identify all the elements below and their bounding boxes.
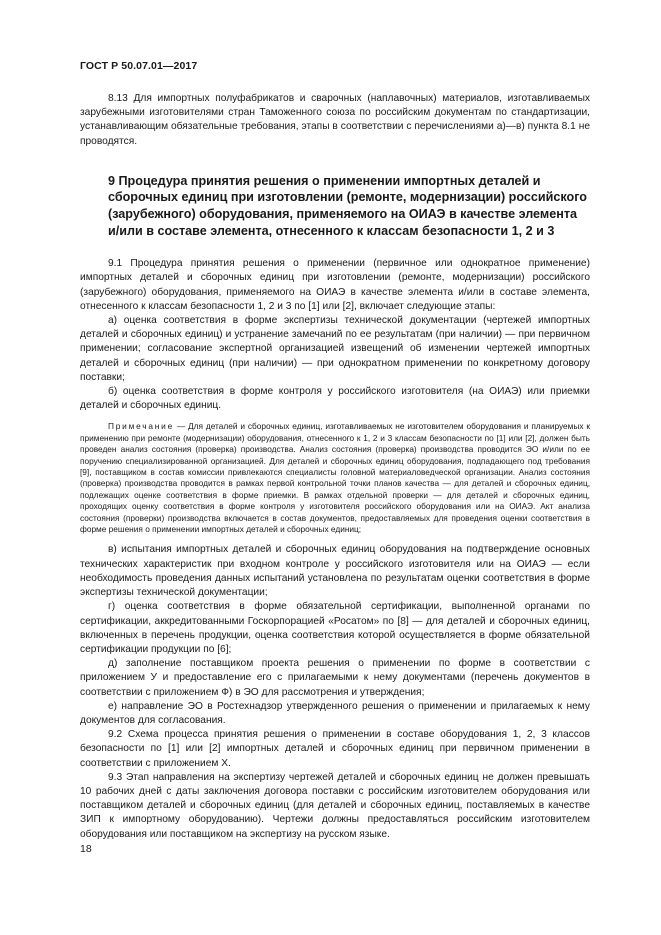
paragraph-8-13: 8.13 Для импортных полуфабрикатов и сварочных (наплавочных) материалов, изготавливаемых зарубежными изготовителями стран Таможенного союза по российским документам по стандартизации, устанавливающим обязательные требования, этапы в соответствии с перечислениями а)—в) пункта 8.1 не проводятся. xyxy=(80,93,590,147)
document-header: ГОСТ Р 50.07.01—2017 xyxy=(80,60,198,72)
list-item-v: в) испытания импортных деталей и сборочных единиц оборудования на подтверждение основных технических характеристик при входном контроле у российского изготовителя или на ОИАЭ — если необходимость проведения данных испытаний установлена по результатам оценки соответствия в форме экспертизы технической документации; xyxy=(80,544,590,599)
paragraph-9-2: 9.2 Схема процесса принятия решения о применении в составе оборудования 1, 2, 3 классов безопасности по [1] или [2] импортных деталей и сборочных единиц при первичном применении в соответствии с приложением Х. xyxy=(80,729,590,769)
list-item-d: д) заполнение поставщиком проекта решения о применении по форме в соответствии с приложением У и предоставление его с прилагаемыми к нему документами (перечень документов в соответствии с приложением Ф) в ЭО для рассмотрения и утверждения; xyxy=(80,658,590,698)
list-item-b: б) оценка соответствия в форме контроля у российского изготовителя (на ОИАЭ) или приемки деталей и сборочных единиц. xyxy=(80,386,590,412)
page-number: 18 xyxy=(80,843,92,855)
section-9-heading: 9 Процедура принятия решения о применении импортных деталей и сборочных единиц при изготовлении (ремонте, модернизации) российского (зарубежного) оборудования, применяемого на ОИАЭ в качестве элемента и/или в составе элемента, отнесенного к классам безопасности 1, 2 и 3 xyxy=(108,173,587,238)
list-item-g: г) оценка соответствия в форме обязательной сертификации, выполненной органами по сертификации, аккредитованными Госкорпорацией «Росатом» по [8] — для деталей и сборочных единиц, включенных в перечень продукции, оценка соответствия которой осуществляется в форме обязательной сертификации продукции по [6]; xyxy=(80,601,590,655)
list-item-e: е) направление ЭО в Ростехнадзор утвержденного решения о применении и прилагаемых к нему документов для согласования. xyxy=(80,700,590,726)
note-label: Примечание xyxy=(108,421,175,432)
paragraph-9-1: 9.1 Процедура принятия решения о применении (первичное или однократное применение) импортных деталей и сборочных единиц при изготовлении (ремонте, модернизации) российского (зарубежного) оборудования, применяемого на ОИАЭ в качестве элемента и/или в составе элемента, отнесенного к классам безопасности 1, 2 и 3 по [1] или [2], включает следующие этапы: xyxy=(80,258,590,312)
paragraph-9-3: 9.3 Этап направления на экспертизу чертежей деталей и сборочных единиц не должен превышать 10 рабочих дней с даты заключения договора поставки с российским изготовителем оборудования или поставщиком деталей и сборочных единиц (для деталей и сборочных единиц, поставляемых в качестве ЗИП к импортному оборудованию). Чертежи должны предоставляться российским изготовителем оборудования или поставщиком на экспертизу на русском языке. xyxy=(80,771,590,840)
list-item-a: а) оценка соответствия в форме экспертизы технической документации (чертежей импортных деталей и сборочных единиц) и устранение замечаний по ее результатам (при наличии) — при первичном применении; согласование экспертной организацией извещений об изменении чертежей импортных деталей и сборочных единиц (при наличии) — при однократном применении по конкретному договору поставки; xyxy=(80,315,590,383)
note xyxy=(80,421,590,535)
document-body xyxy=(80,92,590,842)
note-text: — Для деталей и сборочных единиц, изготавливаемых не изготовителем оборудования и планируемых к применению при ремонте (модернизации) оборудования, отнесенного к 1, 2 и 3 классам безопасности по [1] или [2], должен быть проведен анализ состояния (проверка) производства. Анализ состояния (проверка) производства проводится ЭО и/или по ее поручению специализированной организацией. Для деталей и сборочных единиц оборудования, подпадающего под требования [9], поставщиком в состав комиссии привлекаются специалисты головной материаловедческой организации. Анализ состояния (проверка) производства проводится в рамках первой контрольной точки планов качества — для деталей и сборочных единиц, подлежащих оценке соответствия в форме приемки. В рамках отдельной проверки — для деталей и сборочных единиц, проходящих оценку соответствия в форме контроля у изготовителя российского оборудования или на ОИАЭ. Акт анализа состояния (проверки) производства включается в состав документов, предоставляемых для проведения оценки соответствия в форме решения о применении импортных деталей и сборочных единиц; xyxy=(80,421,590,535)
